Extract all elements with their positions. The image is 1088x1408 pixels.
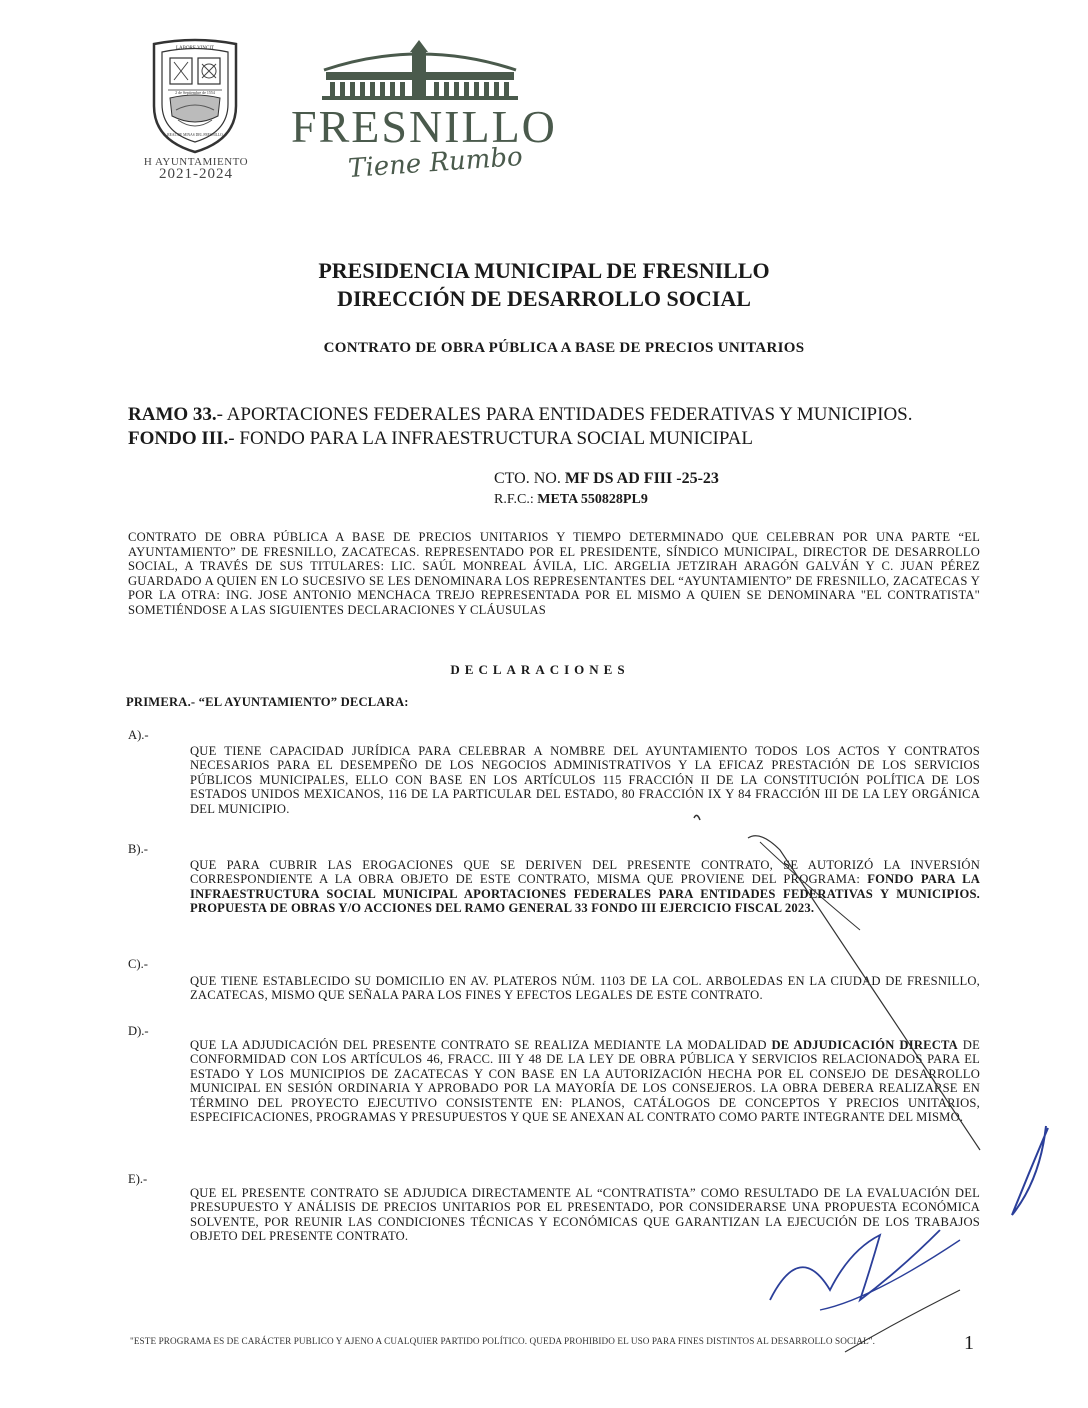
rfc-label: R.F.C.:	[494, 492, 538, 507]
page-number: 1	[964, 1332, 974, 1354]
logo-tagline: Tiene Rumbo	[347, 141, 524, 185]
ramo-line	[128, 404, 913, 426]
svg-text:LABORE VINCIT: LABORE VINCIT	[175, 46, 215, 51]
rfc	[494, 492, 648, 508]
fondo-line	[128, 428, 753, 450]
declaraciones-heading: DECLARACIONES	[450, 662, 630, 677]
item-marker: C).-	[128, 957, 148, 971]
declaration-d-plain: QUE LA ADJUDICACIÓN DEL PRESENTE CONTRATO SE REALIZA MEDIANTE LA MODALIDAD	[190, 1038, 772, 1052]
title-contrato: CONTRATO DE OBRA PÚBLICA A BASE DE PRECIOS UNITARIOS	[323, 340, 805, 356]
primera-heading: PRIMERA.- “EL AYUNTAMIENTO” DECLARA:	[126, 695, 409, 709]
declaration-d-bold: DE ADJUDICACIÓN DIRECTA	[771, 1038, 958, 1052]
svg-text:2 de Septiembre de 1554: 2 de Septiembre de 1554	[175, 90, 215, 95]
item-marker: B).-	[128, 842, 148, 856]
fondo-text: - FONDO PARA LA INFRAESTRUCTURA SOCIAL MUNICIPAL	[228, 428, 753, 449]
declaration-e-text: QUE EL PRESENTE CONTRATO SE ADJUDICA DIRECTAMENTE AL “CONTRATISTA” COMO RESULTADO DE LA EVALUACIÓN DEL PRESUPUESTO Y ANÁLISIS DE PRECIOS UNITARIOS POR EL PRESENTADO, POR CONSIDERARSE UNA PROPUESTA ECONÓMICA SOLVENTE, POR REUNIR LAS CONDICIONES TÉCNICAS Y ECONÓMICAS QUE GARANTIZAN LA EJECUCIÓN DE LOS TRABAJOS OBJETO DEL PRESENTE CONTRATO.	[190, 1186, 980, 1244]
rfc-value: META 550828PL9	[537, 492, 648, 507]
declaration-b-bold: FONDO PARA LA INFRAESTRUCTURA SOCIAL MUNICIPAL APORTACIONES FEDERALES PARA ENTIDADES FEDERATIVAS Y MUNICIPIOS. PROPUESTA DE OBRAS Y/O ACCIONES DEL RAMO GENERAL 33 FONDO III EJERCICIO FISCAL 2023.	[190, 872, 980, 916]
contract-number-value: MF DS AD FIII -25-23	[564, 470, 719, 487]
title-direccion: DIRECCIÓN DE DESARROLLO SOCIAL	[337, 286, 751, 311]
logo-name: FRESNILLO	[291, 101, 557, 152]
intro-paragraph: CONTRATO DE OBRA PÚBLICA A BASE DE PRECIOS UNITARIOS Y TIEMPO DETERMINADO QUE CELEBRAN POR UNA PARTE “EL AYUNTAMIENTO” DE FRESNILLO, ZACATECAS. REPRESENTADO POR EL PRESIDENTE, SÍNDICO MUNICIPAL, DIRECTOR DE DESARROLLO SOCIAL, A TRAVÉS DE SUS TITULARES: LIC. SAÚL MONREAL ÁVILA, LIC. ARGELIA JETZIRAH ARAGÓN GALVÁN Y C. JUAN PÉREZ GUARDADO A QUIEN EN LO SUCESIVO SE LES DENOMINARA LOS REPRESENTANTES DEL “AYUNTAMIENTO” DE FRESNILLO, ZACATECAS Y POR LA OTRA: ING. JOSE ANTONIO MENCHACA TREJO REPRESENTADA POR EL MISMO A QUIEN SE DENOMINARA "EL CONTRATISTA" SOMETIÉNDOSE A LAS SIGUIENTES DECLARACIONES Y CLÁUSULAS	[128, 530, 980, 617]
declaration-b-text	[190, 858, 980, 916]
fondo-label: FONDO III.	[128, 428, 229, 449]
footer-disclaimer: "ESTE PROGRAMA ES DE CARÁCTER PUBLICO Y AJENO A CUALQUIER PARTIDO POLÍTICO. QUEDA PROHIBIDO EL USO PARA FINES DISTINTOS AL DESARROLLO SOCIAL".	[130, 1336, 876, 1346]
declaration-d-rest: DE CONFORMIDAD CON LOS ARTÍCULOS 46, FRACC. III Y 48 DE LA LEY DE OBRA PÚBLICA Y SERVICIOS RELACIONADOS PARA EL ESTADO Y LOS MUNICIPIOS DE ZACATECAS Y CON BASE EN LA AUTORIZACIÓN HECHA POR EL CONSEJO DE DESARROLLO MUNICIPAL EN SESIÓN ORDINARIA Y APROBADO POR LA MAYORÍA DE LOS CONSEJEROS. LA OBRA DEBERA REALIZARSE EN TÉRMINO DEL PROYECTO EJECUTIVO CONSISTENTE EN: PLANOS, CATÁLOGOS DE CONCEPTOS Y PRECIOS UNITARIOS, ESPECIFICACIONES, PROGRAMAS Y PRESUPUESTOS Y QUE SE ANEXAN AL CONTRATO COMO PARTE INTEGRANTE DEL MISMO.	[190, 1038, 980, 1125]
item-marker: A).-	[128, 728, 149, 742]
contract-number	[494, 470, 719, 488]
ayuntamiento-years: 2021-2024	[159, 166, 233, 182]
declaration-b-plain: QUE PARA CUBRIR LAS EROGACIONES QUE SE DERIVEN DEL PRESENTE CONTRATO, SE AUTORIZÓ LA INVERSIÓN CORRESPONDIENTE A LA OBRA OBJETO DE ESTE CONTRATO, MISMA QUE PROVIENE DEL PROGRAMA:	[190, 858, 980, 887]
declaration-d-text	[190, 1038, 980, 1124]
declaration-a-text: QUE TIENE CAPACIDAD JURÍDICA PARA CELEBRAR A NOMBRE DEL AYUNTAMIENTO TODOS LOS ACTOS Y CONTRATOS NECESARIOS PARA EL DESEMPEÑO DE LOS NEGOCIOS ADMINISTRATIVOS Y LA EFICAZ PRESTACIÓN DE LOS SERVICIOS PÚBLICOS MUNICIPALES, ELLO CON BASE EN LOS ARTÍCULOS 115 FRACCIÓN II DE LA CONSTITUCIÓN POLÍTICA DE LOS ESTADOS UNIDOS MEXICANOS, 116 DE LA PARTICULAR DEL ESTADO, 80 FRACCIÓN IX Y 84 FRACCIÓN III DE LA LEY ORGÁNICA DEL MUNICIPIO.	[190, 744, 980, 816]
ramo-label: RAMO 33.	[128, 404, 217, 425]
item-marker: E).-	[128, 1172, 148, 1186]
municipal-seal-icon	[148, 36, 242, 156]
ayuntamiento-label	[132, 156, 260, 180]
contract-number-label: CTO. NO.	[494, 470, 565, 487]
svg-text:REAL DE MINAS DEL FRESNILLO: REAL DE MINAS DEL FRESNILLO	[167, 133, 223, 137]
ramo-text: - APORTACIONES FEDERALES PARA ENTIDADES FEDERATIVAS Y MUNICIPIOS.	[216, 404, 913, 425]
declaration-c-text: QUE TIENE ESTABLECIDO SU DOMICILIO EN AV. PLATEROS NÚM. 1103 DE LA COL. ARBOLEDAS EN LA CIUDAD DE FRESNILLO, ZACATECAS, MISMO QUE SEÑALA PARA LOS FINES Y EFECTOS LEGALES DE ESTE CONTRATO.	[190, 974, 980, 1003]
title-presidencia: PRESIDENCIA MUNICIPAL DE FRESNILLO	[318, 258, 770, 283]
item-marker: D).-	[128, 1024, 149, 1038]
ayuntamiento-text: H AYUNTAMIENTO	[143, 156, 249, 168]
